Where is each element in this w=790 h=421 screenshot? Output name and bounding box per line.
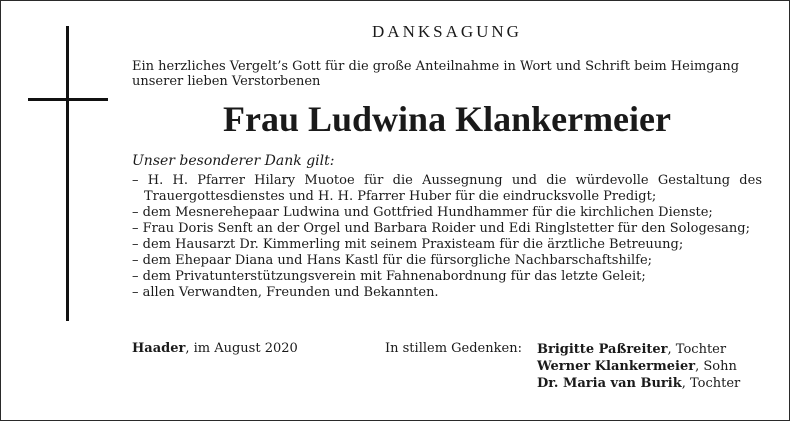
mourner-entry <box>537 358 740 375</box>
mourners-label: In stillem Gedenken: <box>385 341 522 356</box>
mourner-relation: , Tochter <box>667 342 727 357</box>
thanks-item: – dem Privatunterstützungsverein mit Fahnenabordnung für das letzte Geleit; <box>132 269 762 285</box>
mourner-name: Dr. Maria van Burik <box>537 376 682 391</box>
thanks-item: – H. H. Pfarrer Hilary Muotoe für die Aussegnung und die würdevolle Gestaltung des Trauergottesdienstes und H. H. Pfarrer Huber für die eindrucksvolle Predigt; <box>132 173 762 205</box>
mourner-name: Werner Klankermeier <box>537 359 696 374</box>
cross-horizontal-bar <box>28 98 108 101</box>
mourner-relation: , Tochter <box>681 376 741 391</box>
thanks-item: – dem Ehepaar Diana und Hans Kastl für die fürsorgliche Nachbarschaftshilfe; <box>132 253 762 269</box>
mourners-list <box>537 341 740 392</box>
thanks-item: – dem Hausarzt Dr. Kimmerling mit seinem Praxisteam für die ärztliche Betreuung; <box>132 237 762 253</box>
cross-vertical-bar <box>66 26 69 321</box>
deceased-name: Frau Ludwina Klankermeier <box>223 99 671 139</box>
place-date <box>132 341 298 356</box>
thanks-title: Unser besonderer Dank gilt: <box>132 153 335 169</box>
mourner-relation: , Sohn <box>695 359 737 374</box>
notice-heading: DANKSAGUNG <box>372 22 522 41</box>
thanks-item: – Frau Doris Senft an der Orgel und Barbara Roider und Edi Ringlstetter für den Sologesang; <box>132 221 762 237</box>
mourner-entry <box>537 375 740 392</box>
thanks-item: – allen Verwandten, Freunden und Bekannten. <box>132 285 762 301</box>
intro-text: Ein herzliches Vergelt’s Gott für die große Anteilnahme in Wort und Schrift beim Heimgang unserer lieben Verstorbenen <box>132 59 740 89</box>
mourner-name: Brigitte Paßreiter <box>537 342 668 357</box>
place-name: Haader <box>132 341 186 356</box>
date-text: , im August 2020 <box>185 341 298 356</box>
thanks-list <box>132 173 762 301</box>
mourner-entry <box>537 341 740 358</box>
thanks-item: – dem Mesnerehepaar Ludwina und Gottfried Hundhammer für die kirchlichen Dienste; <box>132 205 762 221</box>
